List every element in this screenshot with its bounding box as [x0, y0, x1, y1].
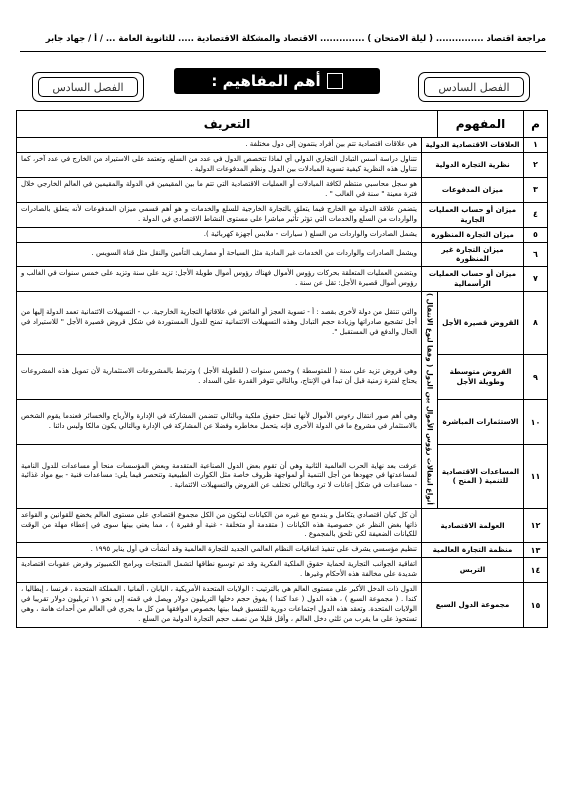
row-number: ١٢ [524, 508, 548, 543]
row-term: الاستثمارات المباشرة [438, 400, 524, 445]
row-number: ٧ [524, 266, 548, 291]
table-row [17, 138, 548, 153]
table-row [17, 508, 548, 543]
chapter-label: الفصل السادس [38, 77, 138, 97]
row-term: القروض قصيرة الأجل [438, 291, 524, 354]
table-row [17, 227, 548, 242]
row-definition: تنظيم مؤسسي يشرف على تنفيذ اتفاقيات النظام العالمي الجديد للتجارة العالمية وقد أنشأت في أول يناير ١٩٩٥ . [17, 543, 422, 558]
row-term: ميزان أو حساب العمليات الرأسمالية [422, 266, 524, 291]
col-header-def: التعريف [17, 111, 438, 138]
row-definition: هو سجل محاسبي منتظم لكافة المبادلات أو العمليات الاقتصادية التي تتم ما بين المقيمين في الدولة والمقيمين في العالم الخارجي خلال فترة معينة " سنة في الغالب " . [17, 177, 422, 202]
row-term: ميزان التجارة المنظورة [422, 227, 524, 242]
side-category-label [422, 291, 438, 508]
row-term: القروض متوسطة وطويلة الأجل [438, 355, 524, 400]
row-number: ١٠ [524, 400, 548, 445]
row-number: ١١ [524, 445, 548, 508]
table-row [17, 242, 548, 266]
row-term: ميزان المدفوعات [422, 177, 524, 202]
table-row [17, 543, 548, 558]
row-definition: ويتضمن العمليات المتعلقة بحركات رؤوس الأموال فهناك رؤوس أموال طويلة الأجل: تزيد على سنة وتزيد على خمس سنوات في الغالب و رؤوس أموال قصيرة الأجل: تقل عن سنة . [17, 266, 422, 291]
row-term: التربس [422, 558, 524, 583]
page-header: مراجعة اقتصاد ............... ( ليلة الامتحان ) .............. الاقتصاد والمشكلة الاقتصادية ..... للثانوية العامة ... / أ / جهاد جابر [45, 33, 546, 43]
row-term: منظمة التجارة العالمية [422, 543, 524, 558]
row-definition: أن كل كيان اقتصادي يتكامل و يندمج مع غيره من الكيانات ليتكون من الكل مجموع اقتصادي على مستوى العالم يخضع للقوانين و القواعد ذاتها بغض النظر عن خصوصية هذه الكيانات ( متقدمة أو متخلفة - غنية أو فقيرة ) ، مما يعني بينها سوى في إعطاء مهلة من الوقت للكيانات الضعيفة لكي تلحق بالمجموع . [17, 508, 422, 543]
row-number: ٨ [524, 291, 548, 354]
row-number: ٤ [524, 202, 548, 227]
row-term: نظرية التجارة الدولية [422, 152, 524, 177]
row-term: ميزان التجارة غير المنظورة [422, 242, 524, 266]
row-definition: عرفت بعد نهاية الحرب العالمية الثانية وهي أن تقوم بعض الدول الصناعية المتقدمة وبعض المؤسسات منحا أو مساعدات للدول النامية لمساعدتها في جهودها من أجل التنمية أو لمواجهة ظروف خاصة مثل الكوارث الطبيعية وتنحصر فيما يلي: مساعدات فنية - بيع مواد غذائية - مساعدات في شكل إعانات لا ترد وبالتالي تختلف عن القروض والتسهيلات الائتمانية . [17, 445, 422, 508]
title-text: أهم المفاهيم : [211, 72, 321, 90]
table-row [17, 177, 548, 202]
side-category-text: أنواع انتقالات رؤوس الأموال بين الدول ( وفقا لنوع الانتقال ) [425, 292, 434, 505]
checkbox-icon [327, 73, 343, 89]
row-term: العولمة الاقتصادية [422, 508, 524, 543]
row-number: ٩ [524, 355, 548, 400]
row-definition: تتناول دراسة أسس التبادل التجاري الدولي أي لماذا تتخصص الدول في عدد من السلع، وتعتمد على الاستيراد من الخارج في عدد آخر، كما تتناول هذه النظرية كيفية تسوية المبادلات بين الدول ونظم المدفوعات الدولية . [17, 152, 422, 177]
row-definition: يتضمن علاقة الدولة مع الخارج فيما يتعلق بالتجارة الخارجية للسلع والخدمات و هو أهم قسمي ميزان المدفوعات لأنه يتعلق بالصادرات والواردات من السلع والخدمات التي تؤثر تأثير مباشرا على مستوى النشاط الاقتصادي في الدولة . [17, 202, 422, 227]
table-row [17, 355, 548, 400]
row-term: مجموعة الدول السبع [422, 583, 524, 628]
row-definition: ويشمل الصادرات والواردات من الخدمات غير المادية مثل السياحة أو مصاريف التأمين والنقل مثل قناة السويس . [17, 242, 422, 266]
row-definition: يشمل الصادرات والواردات من السلع ( سيارات - ملابس أجهزة كهربائية ). [17, 227, 422, 242]
row-definition: وهي أهم صور انتقال رءوس الأموال لأنها تمثل حقوق ملكية وبالتالي تتضمن المشاركة في الإدارة والأرباح والخسائر فعندما يقوم الشخص بالاستثمار في مشروع ما في الدولة الأخرى فإنه يتحمل مخاطره وفضلا عن المشاركة في الإدارة وبالتالي يكون مالكا وليس دائنا . [17, 400, 422, 445]
row-number: ١٥ [524, 583, 548, 628]
row-number: ٢ [524, 152, 548, 177]
table-header-row [17, 111, 548, 138]
row-number: ١ [524, 138, 548, 153]
header-divider [20, 51, 546, 52]
chapter-label: الفصل السادس [424, 77, 524, 97]
row-term: المساعدات الاقتصادية للتنمية ( المنح ) [438, 445, 524, 508]
col-header-term: المفهوم [438, 111, 524, 138]
row-definition: والتي تنتقل من دولة لأخرى بقصد : أ - تسوية العجز أو الفائض في علاقاتها التجارية الخارجية. ب - التسهيلات الائتمانية تعمد الدولة إليها من أجل تشجيع صادراتها وزيادة حجم التبادل وهذه التسهيلات الائتمانية تمنح للدول المستوردة في شكل قروض قصيرة الأجل " للاستيراد في الحال والدفع في المستقبل ". [17, 291, 422, 354]
table-row [17, 152, 548, 177]
col-header-num: م [524, 111, 548, 138]
page-title [174, 68, 380, 94]
row-number: ٦ [524, 242, 548, 266]
row-definition: الدول ذات الدخل الأكبر على مستوى العالم هي بالترتيب : الولايات المتحدة الأمريكية ، اليابان ، ألمانيا ، المملكة المتحدة ، فرنسا ، إيطاليا ، كندا . ( مجموعة السبع ) ، هذه الدول ( عدا كندا ) يفوق حجم دخلها التريليون دولار ويصل في قمته إلى نحو ١١ تريليون دولار تقريبا في الولايات المتحدة. وتعقد هذه الدول اجتماعات دورية للتنسيق فيما بينها بخصوص موافقها من كل ما يجري في العالم من أحداث هامة ، وهي تستحوذ على ما يقرب من ثلثي دخل العالم ، وأقل قليلا من نصف حجم التجارة الدولية من السلع . [17, 583, 422, 628]
table-row [17, 558, 548, 583]
table-row [17, 202, 548, 227]
chapter-badge-left [32, 72, 144, 102]
chapter-badge-right [418, 72, 530, 102]
row-term: ميزان أو حساب العمليات الجارية [422, 202, 524, 227]
row-number: ١٣ [524, 543, 548, 558]
table-row [17, 445, 548, 508]
row-number: ٣ [524, 177, 548, 202]
row-number: ١٤ [524, 558, 548, 583]
table-row [17, 583, 548, 628]
table-row [17, 400, 548, 445]
row-term: العلاقات الاقتصادية الدولية [422, 138, 524, 153]
row-definition: هي علاقات اقتصادية تتم بين أفراد ينتمون إلى دول مختلفة . [17, 138, 422, 153]
row-definition: وهي قروض تزيد على سنة ( للمتوسطة ) وخمس سنوات ( للطويلة الأجل ) وترتبط بالمشروعات الاستثمارية لأن تمويل هذه المشروعات يحتاج لفترة زمنية قبل أن تبدأ في الإنتاج، وبالتالي تتوفر القدرة على السداد . [17, 355, 422, 400]
concepts-table [16, 110, 548, 628]
row-definition: اتفاقية الجوانب التجارية لحماية حقوق الملكية الفكرية وقد تم توسيع نطاقها لتشمل المنتجات وبرامج الكمبيوتر وفرض عقوبات اقتصادية شديدة على مخالفة هذه الأحكام وغيرها . [17, 558, 422, 583]
table-row [17, 291, 548, 354]
row-number: ٥ [524, 227, 548, 242]
table-row [17, 266, 548, 291]
